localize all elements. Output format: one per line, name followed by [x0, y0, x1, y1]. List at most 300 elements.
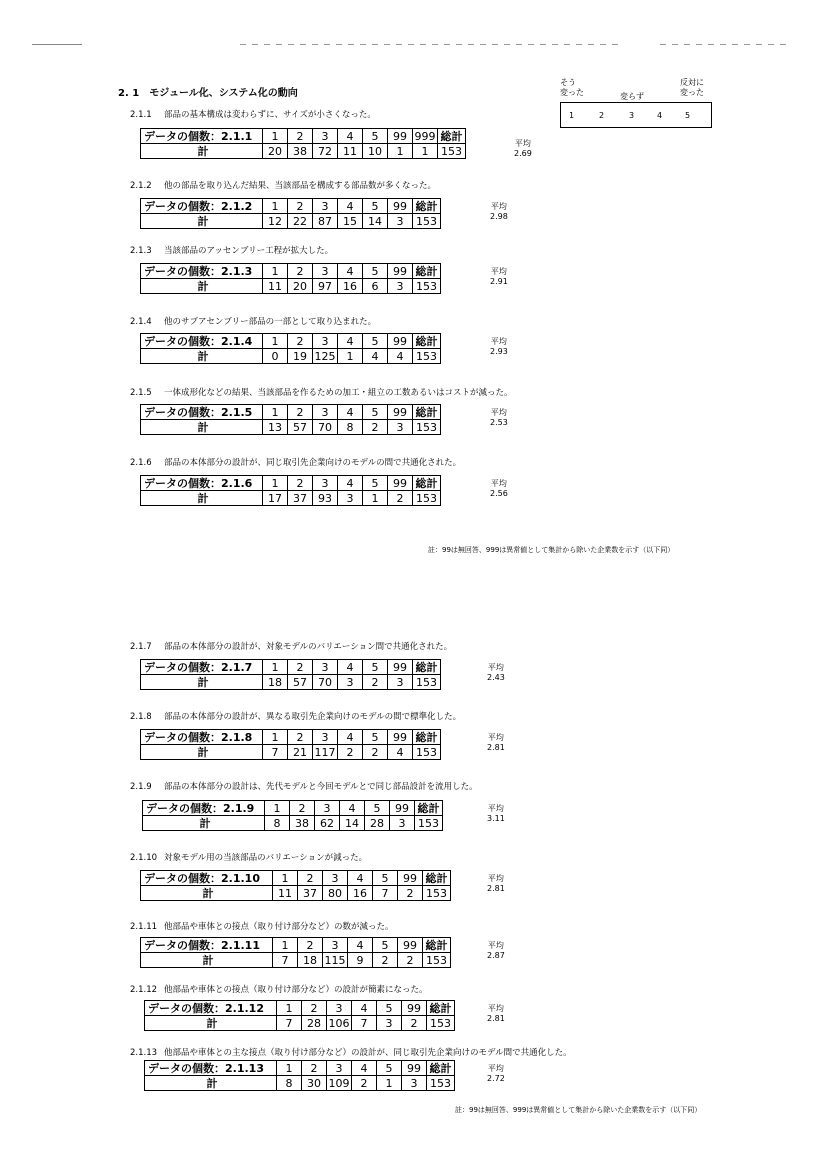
- table-cell: 153: [413, 214, 441, 229]
- column-header: 5: [363, 199, 388, 214]
- average-label: 平均: [490, 202, 507, 211]
- table-cell: 70: [313, 420, 338, 435]
- question-number: 2.1.10: [130, 853, 158, 863]
- question-number: 2.1.4: [130, 317, 152, 327]
- scale-left-label-1: そう: [560, 78, 576, 87]
- average-label: 平均: [487, 874, 504, 883]
- table-label: データの個数：2.1.6: [141, 476, 263, 491]
- average-label: 平均: [487, 1004, 504, 1013]
- table-cell: 70: [313, 675, 338, 690]
- table-cell: 4: [388, 745, 413, 760]
- scale-right-label-1: 反対に: [680, 78, 704, 87]
- column-header: 3: [313, 334, 338, 349]
- table-total-row: [143, 816, 443, 831]
- table-cell: 20: [288, 279, 313, 294]
- average-block: [514, 139, 532, 159]
- average-label: 平均: [487, 941, 504, 950]
- column-header: 99: [398, 871, 423, 886]
- data-table: [140, 870, 451, 901]
- question-text: [130, 851, 367, 863]
- table-cell: 153: [413, 675, 441, 690]
- table-cell: 38: [288, 144, 313, 159]
- scale-point: 5: [685, 111, 691, 120]
- data-table: [140, 198, 441, 229]
- column-header: 3: [313, 405, 338, 420]
- table-cell: 37: [298, 886, 323, 901]
- question-text: [130, 244, 333, 256]
- average-value: 2.72: [487, 1074, 505, 1083]
- question-text: [130, 108, 376, 120]
- table-cell: 115: [324, 953, 346, 967]
- column-header: 5: [363, 660, 388, 675]
- table-cell: 4: [363, 349, 388, 364]
- table-total-row: [141, 745, 441, 760]
- table-cell: 125: [314, 349, 336, 363]
- table-label: データの個数：2.1.5: [141, 405, 263, 420]
- column-header: 4: [338, 199, 363, 214]
- data-table: [144, 1060, 455, 1091]
- table-cell: 1: [388, 144, 413, 159]
- table-total-row: [145, 1016, 455, 1031]
- table-total-row: [141, 420, 441, 435]
- column-header: 4: [348, 938, 373, 953]
- column-header: 5: [377, 1001, 402, 1016]
- column-header: 総計: [423, 871, 451, 886]
- question-text: [130, 179, 436, 191]
- table-cell: 16: [348, 886, 373, 901]
- average-block: [490, 202, 508, 222]
- table-cell: 14: [363, 214, 388, 229]
- table-label: データの個数：2.1.9: [143, 801, 265, 816]
- column-header: 1: [277, 1061, 302, 1076]
- column-header: 99: [388, 129, 413, 144]
- table-cell: 11: [263, 279, 288, 294]
- column-header: 99: [388, 264, 413, 279]
- question-text: [130, 920, 394, 932]
- scale-point: 1: [569, 111, 575, 120]
- question-number: 2.1.7: [130, 642, 152, 652]
- average-value: 2.81: [487, 1014, 505, 1023]
- question-text: [130, 640, 452, 652]
- column-header: 99: [398, 938, 423, 953]
- scale-right-label-2: 変った: [680, 88, 704, 97]
- column-header: 総計: [413, 660, 441, 675]
- table-cell: 153: [423, 886, 451, 901]
- question-body: 部品の本体部分の設計は、先代モデルと今回モデルとで同じ部品設計を流用した。: [164, 782, 478, 792]
- average-label: 平均: [514, 139, 531, 148]
- column-header: 5: [363, 264, 388, 279]
- total-row-label: 計: [141, 491, 263, 506]
- average-value: 2.98: [490, 212, 508, 221]
- table-total-row: [145, 1076, 455, 1091]
- column-header: 1: [263, 476, 288, 491]
- table-cell: 3: [388, 214, 413, 229]
- column-header: 総計: [413, 405, 441, 420]
- column-header: 1: [263, 660, 288, 675]
- column-header: 2: [288, 129, 313, 144]
- column-header: 99: [388, 730, 413, 745]
- table-cell: 2: [373, 953, 398, 968]
- table-cell: 3: [388, 675, 413, 690]
- table-cell: 21: [288, 745, 313, 760]
- column-header: 総計: [427, 1061, 455, 1076]
- table-cell: 14: [340, 816, 365, 831]
- scale-point: 2: [599, 111, 605, 120]
- average-value: 2.56: [490, 489, 508, 498]
- column-header: 2: [298, 938, 323, 953]
- average-block: [490, 479, 508, 499]
- table-header-row: [141, 199, 441, 214]
- table-cell: 109: [328, 1076, 350, 1090]
- table-cell: 153: [413, 420, 441, 435]
- column-header: 99: [402, 1001, 427, 1016]
- question-body: 他のサブアセンブリー部品の一部として取り込まれた。: [164, 317, 377, 327]
- data-table: [140, 659, 441, 690]
- data-table: [140, 263, 441, 294]
- column-header: 3: [315, 801, 340, 816]
- table-cell: 19: [288, 349, 313, 364]
- question-text: [130, 456, 461, 468]
- scale-box: [560, 102, 712, 128]
- average-block: [490, 337, 508, 357]
- table-cell: 2: [338, 745, 363, 760]
- column-header: 2: [298, 871, 323, 886]
- table-cell: 57: [288, 675, 313, 690]
- table-total-row: [141, 953, 451, 968]
- total-row-label: 計: [145, 1016, 277, 1031]
- average-value: 2.81: [487, 743, 505, 752]
- column-header: 99: [390, 801, 415, 816]
- column-header: 4: [338, 476, 363, 491]
- table-cell: 6: [363, 279, 388, 294]
- table-cell: 17: [263, 491, 288, 506]
- column-header: 5: [363, 476, 388, 491]
- table-cell: 9: [348, 953, 373, 968]
- question-body: 部品の基本構成は変わらずに、サイズが小さくなった。: [164, 110, 376, 120]
- table-header-row: [141, 660, 441, 675]
- table-cell: 2: [352, 1076, 377, 1091]
- column-header: 5: [373, 938, 398, 953]
- column-header: 2: [288, 199, 313, 214]
- data-table: [140, 404, 441, 435]
- data-table: [144, 1000, 455, 1031]
- question-text: [130, 780, 478, 792]
- table-cell: 2: [398, 886, 423, 901]
- average-label: 平均: [490, 337, 507, 346]
- footnote-2: 註：99は無回答、999は異常値として集計から除いた企業数を示す（以下同）: [455, 1106, 702, 1114]
- question-body: 他部品や車体との接点（取り付け部分など）の数が減った。: [164, 922, 394, 932]
- table-cell: 2: [402, 1016, 427, 1031]
- total-row-label: 計: [141, 886, 273, 901]
- question-body: 他部品や車体との主な接点（取り付け部分など）の設計が、同じ取引先企業向けのモデル間で共通化した。: [164, 1048, 572, 1058]
- question-number: 2.1.11: [130, 922, 158, 932]
- average-value: 2.53: [490, 418, 508, 427]
- question-number: 2.1.3: [130, 246, 152, 256]
- average-value: 2.87: [487, 951, 505, 960]
- column-header: 1: [263, 730, 288, 745]
- table-cell: 10: [363, 144, 388, 159]
- average-label: 平均: [490, 408, 507, 417]
- table-cell: 7: [373, 886, 398, 901]
- table-cell: 3: [402, 1076, 427, 1091]
- column-header: 総計: [415, 801, 443, 816]
- average-block: [487, 1064, 505, 1084]
- scale-point: 3: [629, 111, 635, 120]
- column-header: 1: [277, 1001, 302, 1016]
- column-header: 5: [363, 405, 388, 420]
- table-cell: 97: [313, 279, 338, 294]
- data-table: [140, 475, 441, 506]
- table-cell: 8: [265, 816, 290, 831]
- question-number: 2.1.13: [130, 1048, 158, 1058]
- scale-right-label: [680, 78, 704, 98]
- question-number: 2.1.2: [130, 181, 152, 191]
- table-cell: 12: [263, 214, 288, 229]
- column-header: 2: [288, 405, 313, 420]
- table-cell: 153: [413, 349, 441, 364]
- average-value: 2.43: [487, 673, 505, 682]
- average-block: [487, 874, 505, 894]
- table-cell: 7: [352, 1016, 377, 1031]
- table-cell: 11: [338, 144, 363, 159]
- table-cell: 15: [338, 214, 363, 229]
- column-header: 3: [313, 730, 338, 745]
- table-cell: 16: [338, 279, 363, 294]
- question-body: 他の部品を取り込んだ結果、当該部品を構成する部品数が多くなった。: [164, 181, 437, 191]
- table-label: データの個数：2.1.7: [141, 660, 263, 675]
- table-cell: 2: [363, 745, 388, 760]
- total-row-label: 計: [141, 745, 263, 760]
- total-row-label: 計: [141, 214, 263, 229]
- footnote-1: 註：99は無回答、999は異常値として集計から除いた企業数を示す（以下同）: [428, 546, 675, 554]
- average-value: 2.81: [487, 884, 505, 893]
- total-row-label: 計: [145, 1076, 277, 1091]
- table-total-row: [141, 675, 441, 690]
- table-cell: 153: [438, 144, 466, 159]
- table-total-row: [141, 279, 441, 294]
- table-header-row: [141, 405, 441, 420]
- column-header: 4: [338, 660, 363, 675]
- scale-left-label: [560, 78, 584, 98]
- total-row-label: 計: [141, 349, 263, 364]
- question-body: 対象モデル用の当該部品のバリエーションが減った。: [164, 853, 368, 863]
- question-text: [130, 1046, 572, 1058]
- table-cell: 117: [314, 745, 336, 759]
- column-header: 1: [273, 938, 298, 953]
- question-body: 部品の本体部分の設計が、同じ取引先企業向けのモデルの間で共通化された。: [164, 458, 462, 468]
- column-header: 5: [363, 129, 388, 144]
- average-block: [490, 267, 508, 287]
- table-cell: 37: [288, 491, 313, 506]
- column-header: 4: [352, 1061, 377, 1076]
- column-header: 4: [352, 1001, 377, 1016]
- table-cell: 3: [338, 491, 363, 506]
- table-label: データの個数：2.1.3: [141, 264, 263, 279]
- table-cell: 1: [338, 349, 363, 364]
- average-label: 平均: [490, 479, 507, 488]
- column-header: 3: [323, 938, 348, 953]
- table-cell: 8: [277, 1076, 302, 1091]
- average-block: [487, 663, 505, 683]
- table-cell: 18: [263, 675, 288, 690]
- question-text: [130, 710, 461, 722]
- table-header-row: [145, 1001, 455, 1016]
- scale-point: 4: [657, 111, 663, 120]
- table-cell: 2: [388, 491, 413, 506]
- table-cell: 11: [273, 886, 298, 901]
- column-header: 99: [388, 476, 413, 491]
- average-label: 平均: [487, 733, 504, 742]
- column-header: 4: [338, 405, 363, 420]
- column-header: 2: [302, 1001, 327, 1016]
- column-header: 3: [313, 264, 338, 279]
- column-header: 3: [313, 660, 338, 675]
- column-header: 1: [263, 405, 288, 420]
- column-header: 2: [288, 264, 313, 279]
- question-text: [130, 983, 428, 995]
- question-number: 2.1.1: [130, 110, 152, 120]
- column-header: 4: [348, 871, 373, 886]
- table-header-row: [141, 730, 441, 745]
- average-block: [487, 1004, 505, 1024]
- table-cell: 7: [277, 1016, 302, 1031]
- question-body: 部品の本体部分の設計が、異なる取引先企業向けのモデルの間で標準化した。: [164, 712, 462, 722]
- average-label: 平均: [487, 1064, 504, 1073]
- column-header: 999: [414, 129, 436, 143]
- question-number: 2.1.6: [130, 458, 152, 468]
- column-header: 99: [402, 1061, 427, 1076]
- table-cell: 7: [273, 953, 298, 968]
- table-cell: 62: [315, 816, 340, 831]
- column-header: 5: [363, 334, 388, 349]
- table-cell: 153: [427, 1076, 455, 1091]
- question-body: 部品の本体部分の設計が、対象モデルのバリエーション間で共通化された。: [164, 642, 453, 652]
- table-label: データの個数：2.1.12: [145, 1001, 277, 1016]
- table-cell: 72: [313, 144, 338, 159]
- table-cell: 153: [415, 816, 443, 831]
- total-row-label: 計: [141, 953, 273, 968]
- average-value: 2.69: [514, 149, 532, 158]
- table-header-row: [143, 801, 443, 816]
- column-header: 2: [288, 476, 313, 491]
- column-header: 1: [273, 871, 298, 886]
- table-header-row: [141, 476, 441, 491]
- table-cell: 153: [413, 279, 441, 294]
- column-header: 3: [327, 1061, 352, 1076]
- data-table: [142, 800, 443, 831]
- question-body: 一体成形化などの結果、当該部品を作るための加工・組立の工数あるいはコストが減った。: [164, 388, 513, 398]
- column-header: 1: [263, 334, 288, 349]
- table-header-row: [141, 938, 451, 953]
- column-header: 3: [323, 871, 348, 886]
- total-row-label: 計: [141, 675, 263, 690]
- table-cell: 2: [363, 420, 388, 435]
- column-header: 2: [302, 1061, 327, 1076]
- table-label: データの個数：2.1.11: [141, 938, 273, 953]
- table-cell: 1: [413, 144, 438, 159]
- column-header: 4: [338, 129, 363, 144]
- column-header: 1: [263, 129, 288, 144]
- table-cell: 28: [302, 1016, 327, 1031]
- data-table: [140, 333, 441, 364]
- column-header: 4: [338, 264, 363, 279]
- column-header: 総計: [413, 476, 441, 491]
- table-total-row: [141, 144, 466, 159]
- column-header: 5: [365, 801, 390, 816]
- table-cell: 8: [338, 420, 363, 435]
- column-header: 3: [327, 1001, 352, 1016]
- table-cell: 22: [288, 214, 313, 229]
- column-header: 99: [388, 405, 413, 420]
- table-cell: 7: [263, 745, 288, 760]
- column-header: 総計: [413, 199, 441, 214]
- section-title: 2. 1 モジュール化、システム化の動向: [118, 88, 298, 99]
- table-total-row: [141, 886, 451, 901]
- column-header: 5: [377, 1061, 402, 1076]
- average-block: [490, 408, 508, 428]
- total-row-label: 計: [143, 816, 265, 831]
- table-header-row: [141, 129, 466, 144]
- average-label: 平均: [487, 804, 504, 813]
- question-body: 当該部品のアッセンブリー工程が拡大した。: [164, 246, 334, 256]
- column-header: 99: [388, 199, 413, 214]
- table-cell: 153: [413, 491, 441, 506]
- column-header: 総計: [427, 1001, 455, 1016]
- header-rule-center: [240, 44, 620, 45]
- header-rule-right: [660, 44, 790, 45]
- table-cell: 80: [323, 886, 348, 901]
- question-number: 2.1.12: [130, 985, 158, 995]
- average-value: 2.91: [490, 277, 508, 286]
- column-header: 99: [388, 660, 413, 675]
- column-header: 総計: [423, 938, 451, 953]
- average-label: 平均: [490, 267, 507, 276]
- table-cell: 3: [338, 675, 363, 690]
- table-cell: 153: [413, 745, 441, 760]
- question-number: 2.1.8: [130, 712, 152, 722]
- table-cell: 18: [298, 953, 323, 968]
- table-header-row: [145, 1061, 455, 1076]
- column-header: 5: [373, 871, 398, 886]
- table-cell: 0: [263, 349, 288, 364]
- table-cell: 3: [388, 279, 413, 294]
- total-row-label: 計: [141, 144, 263, 159]
- total-row-label: 計: [141, 420, 263, 435]
- total-row-label: 計: [141, 279, 263, 294]
- table-header-row: [141, 871, 451, 886]
- table-total-row: [141, 214, 441, 229]
- column-header: 2: [290, 801, 315, 816]
- data-table: [140, 729, 441, 760]
- table-header-row: [141, 264, 441, 279]
- table-cell: 28: [365, 816, 390, 831]
- table-label: データの個数：2.1.1: [141, 129, 263, 144]
- table-label: データの個数：2.1.8: [141, 730, 263, 745]
- data-table: [140, 937, 451, 968]
- column-header: 1: [263, 264, 288, 279]
- table-cell: 3: [377, 1016, 402, 1031]
- scale-left-label-2: 変った: [560, 88, 584, 97]
- table-cell: 2: [363, 675, 388, 690]
- table-cell: 3: [388, 420, 413, 435]
- table-cell: 38: [290, 816, 315, 831]
- table-cell: 1: [363, 491, 388, 506]
- table-cell: 57: [288, 420, 313, 435]
- column-header: 3: [313, 199, 338, 214]
- question-body: 他部品や車体との接点（取り付け部分など）の設計が簡素になった。: [164, 985, 428, 995]
- table-total-row: [141, 349, 441, 364]
- column-header: 4: [338, 730, 363, 745]
